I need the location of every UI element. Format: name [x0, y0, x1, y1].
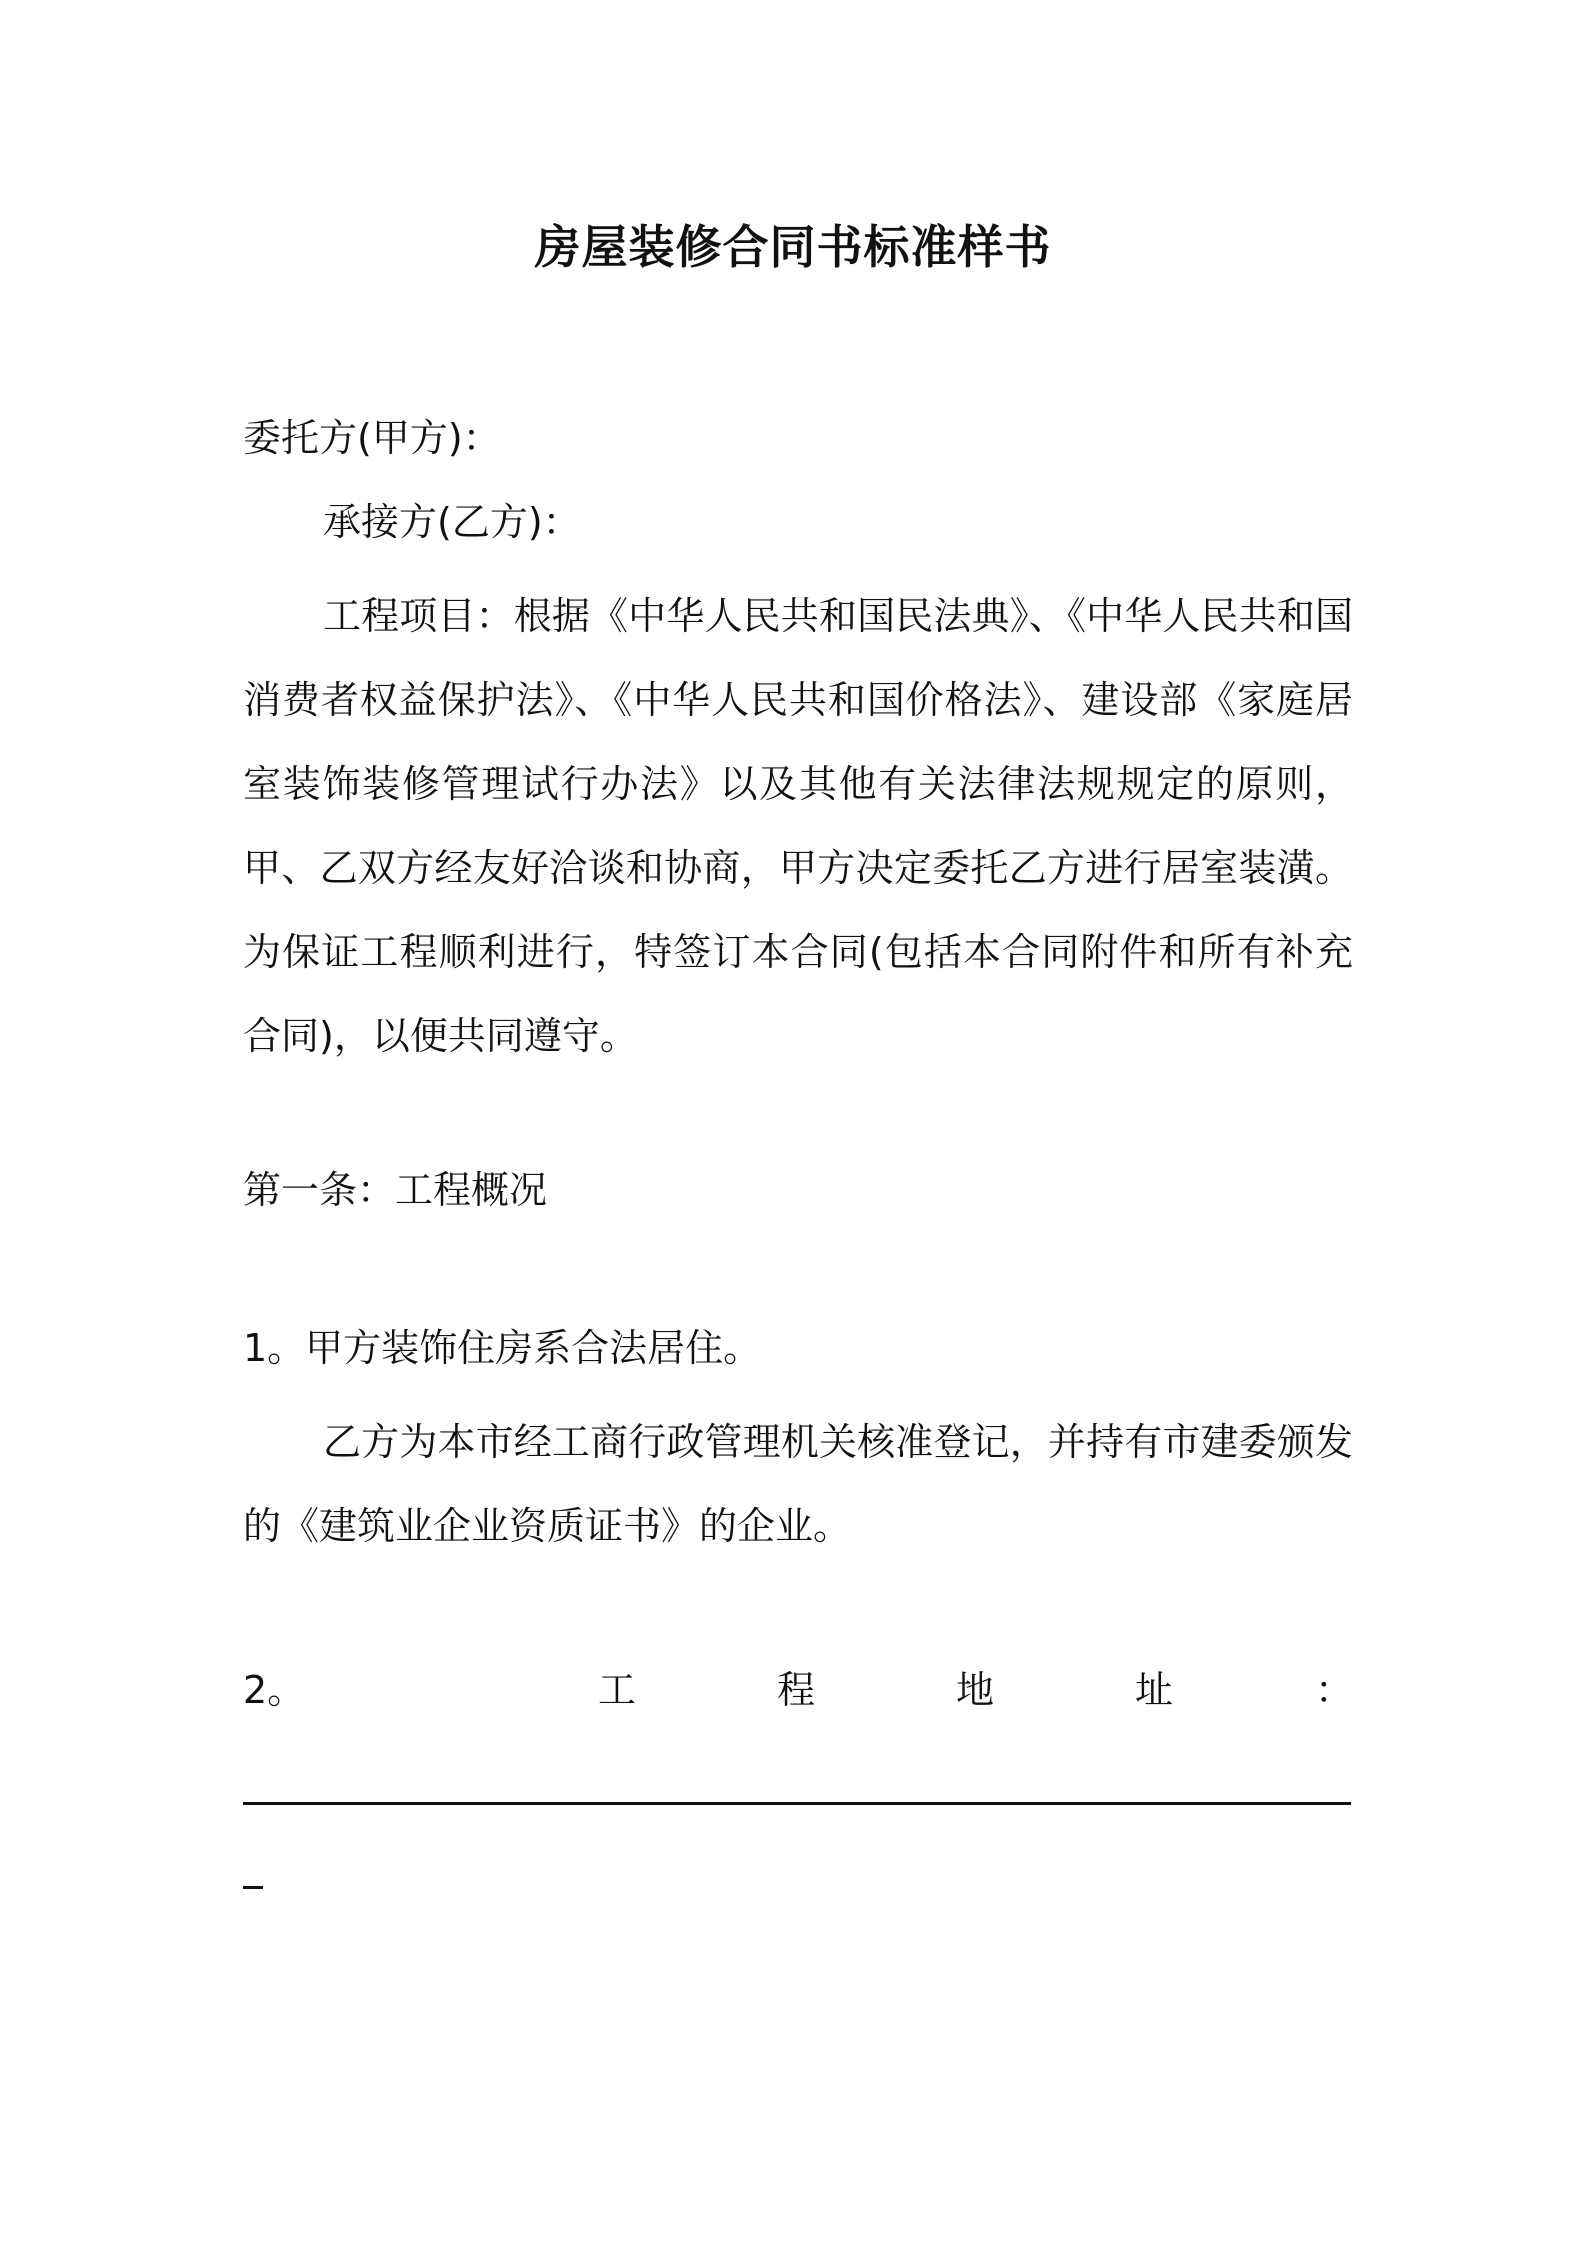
item-two-line [243, 1660, 1353, 1720]
document-title: 房屋装修合同书标准样书 [534, 220, 1052, 274]
item-two-char: 工 [598, 1668, 637, 1712]
item-one-detail: 乙方为本市经工商行政管理机关核准登记，并持有市建委颁发的《建筑业企业资质证书》的企业。 [243, 1420, 1353, 1548]
item-two-char: 地 [956, 1668, 995, 1712]
item-two-number: 2。 [243, 1668, 306, 1712]
intro-paragraph: 工程项目：根据《中华人民共和国民法典》、《中华人民共和国消费者权益保护法》、《中华人民共和国价格法》、建设部《家庭居室装饰装修管理试行办法》以及其他有关法律法规规定的原则， 甲、乙双方经友好洽谈和协商，甲方决定委托乙方进行居室装潢。为保证工程顺利进行，特签订本合同(包括本合同附件和所有补充合同)，以便共同遵守。 [243, 594, 1353, 1058]
item-two-char: 程 [777, 1668, 816, 1712]
article-one-heading: 第一条：工程概况 [243, 1168, 548, 1212]
address-blank-line-end [243, 1886, 263, 1889]
item-one: 1。甲方装饰住房系合法居住。 [243, 1326, 762, 1370]
item-two-char: ： [1315, 1668, 1354, 1712]
address-blank-line [243, 1802, 1351, 1805]
party-b-line: 承接方(乙方)： [323, 500, 581, 544]
item-two-char: 址 [1135, 1668, 1174, 1712]
party-a-line: 委托方(甲方)： [243, 416, 501, 460]
